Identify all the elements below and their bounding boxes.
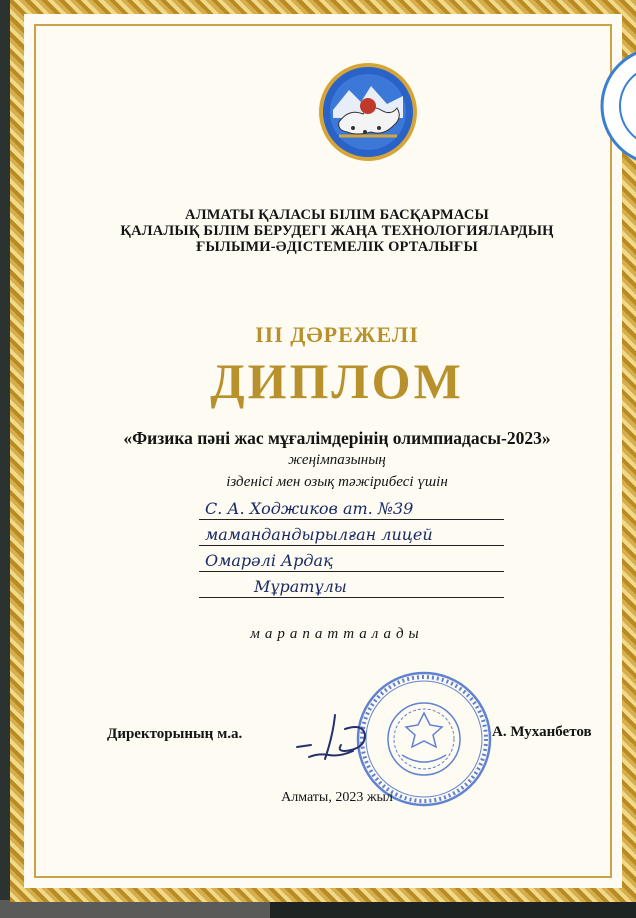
organization-line-2: ҚАЛАЛЫҚ БІЛІМ БЕРУДЕГІ ЖАҢА ТЕХНОЛОГИЯЛАРДЫҢ bbox=[120, 223, 554, 239]
diploma-sheet bbox=[10, 0, 636, 902]
awarded-text: марапатталады bbox=[250, 626, 424, 642]
recipient-line-3: Омарәлі Ардақ bbox=[199, 550, 504, 572]
recipient-line-1: С. А. Ходжиков ат. №39 bbox=[199, 498, 504, 520]
reason-text: ізденісі мен озық тәжірибесі үшін bbox=[226, 474, 448, 490]
organization-line-1: АЛМАТЫ ҚАЛАСЫ БІЛІМ БАСҚАРМАСЫ bbox=[185, 207, 489, 223]
backdrop-left bbox=[0, 0, 10, 918]
backdrop-bottom bbox=[0, 900, 636, 918]
backdrop-bottom-right bbox=[270, 900, 636, 918]
winner-text: жеңімпазының bbox=[288, 452, 386, 468]
signature-icon bbox=[289, 709, 409, 769]
olympiad-name: «Физика пәні жас мұғалімдерінің олимпиадасы-2023» bbox=[123, 428, 551, 448]
recipient-line-4: Мұратұлы bbox=[199, 576, 504, 598]
almaty-emblem-icon bbox=[309, 62, 427, 162]
organization-line-3: ҒЫЛЫМИ-ӘДІСТЕМЕЛІК ОРТАЛЫҒЫ bbox=[196, 239, 478, 255]
diploma-title: ДИПЛОМ bbox=[210, 353, 464, 409]
director-position: Директорының м.а. bbox=[107, 726, 243, 742]
school-logo-icon bbox=[598, 44, 636, 164]
backdrop-bottom-left bbox=[0, 900, 270, 918]
signer-name: А. Муханбетов bbox=[492, 724, 592, 740]
degree-title: III ДӘРЕЖЕЛІ bbox=[255, 322, 419, 347]
recipient-line-2: мамандандырылған лицей bbox=[199, 524, 504, 546]
place-and-date: Алматы, 2023 жыл bbox=[281, 790, 393, 805]
